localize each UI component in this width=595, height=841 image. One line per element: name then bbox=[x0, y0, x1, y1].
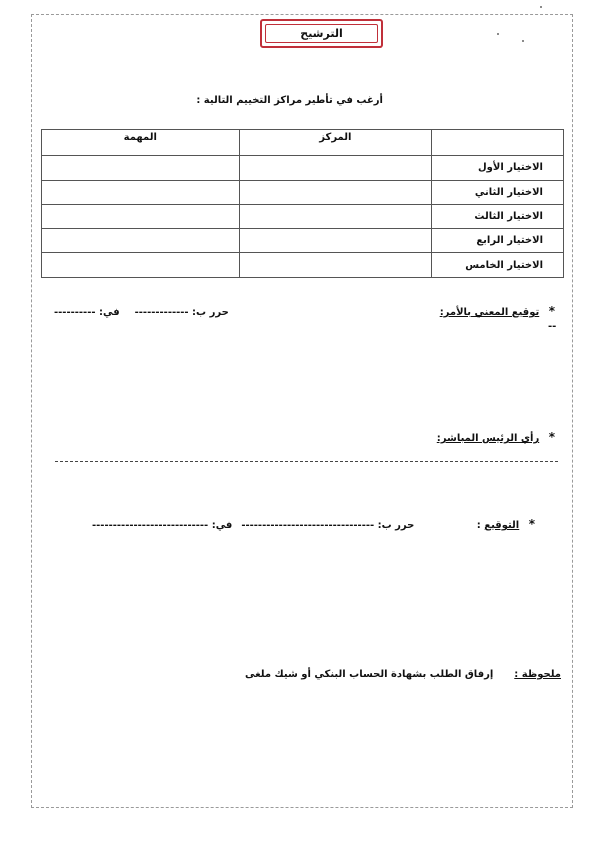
choices-table bbox=[41, 129, 564, 278]
note-label: ملحوظة : bbox=[514, 669, 561, 680]
task-cell[interactable] bbox=[42, 204, 240, 228]
center-cell[interactable] bbox=[239, 156, 432, 180]
header-choice bbox=[432, 130, 564, 156]
supervisor-opinion-label: رأي الرئيس المباشر: bbox=[436, 433, 540, 444]
choice-label: الاختيار الأول bbox=[432, 156, 564, 180]
choice-label: الاختيار الثاني bbox=[432, 180, 564, 204]
place-field[interactable]: حرر ب: ------------- bbox=[134, 307, 229, 318]
choice-label: الاختيار الخامس bbox=[432, 253, 564, 277]
center-cell[interactable] bbox=[239, 229, 432, 253]
header-task: المهمة bbox=[42, 130, 240, 156]
concerned-signature-label: توقيع المعني بالأمر: bbox=[439, 307, 540, 318]
center-cell[interactable] bbox=[239, 180, 432, 204]
bullet-star: * bbox=[528, 517, 535, 531]
table-row bbox=[42, 229, 564, 253]
task-cell[interactable] bbox=[42, 229, 240, 253]
date-field[interactable]: في: ---------- bbox=[54, 307, 120, 318]
task-cell[interactable] bbox=[42, 253, 240, 277]
scan-speck bbox=[540, 6, 542, 8]
intro-text: أرغب في تأطير مراكز التخييم التالية : bbox=[196, 95, 383, 106]
bullet-star: * bbox=[548, 304, 555, 318]
scan-speck bbox=[497, 33, 499, 35]
concerned-place-date bbox=[54, 307, 229, 318]
place-field[interactable]: حرر ب: -------------------------------- bbox=[241, 520, 415, 531]
table-row bbox=[42, 204, 564, 228]
signature-label: التوقيع bbox=[484, 520, 520, 531]
signature-line bbox=[477, 517, 535, 531]
trailing-dashes: -- bbox=[548, 321, 557, 332]
center-cell[interactable] bbox=[239, 253, 432, 277]
header-center: المركز bbox=[239, 130, 432, 156]
opinion-write-line[interactable] bbox=[55, 461, 558, 462]
table-row bbox=[42, 253, 564, 277]
choice-label: الاختيار الثالث bbox=[432, 204, 564, 228]
table-row bbox=[42, 156, 564, 180]
date-field[interactable]: في: ---------------------------- bbox=[92, 520, 233, 531]
concerned-signature-line bbox=[440, 304, 555, 318]
supervisor-opinion-line bbox=[437, 430, 555, 444]
note-text: إرفاق الطلب بشهادة الحساب البنكي أو شيك ملغى bbox=[245, 669, 494, 680]
title-box bbox=[260, 19, 383, 48]
choice-label: الاختيار الرابع bbox=[432, 229, 564, 253]
signature-colon: : bbox=[476, 520, 481, 531]
bullet-star: * bbox=[548, 430, 555, 444]
center-cell[interactable] bbox=[239, 204, 432, 228]
table-row bbox=[42, 180, 564, 204]
page-title: الترشيح bbox=[265, 24, 378, 43]
table-header-row bbox=[42, 130, 564, 156]
task-cell[interactable] bbox=[42, 180, 240, 204]
scan-speck bbox=[522, 40, 524, 42]
task-cell[interactable] bbox=[42, 156, 240, 180]
signature-place-date bbox=[92, 520, 414, 531]
note-line bbox=[245, 669, 561, 680]
